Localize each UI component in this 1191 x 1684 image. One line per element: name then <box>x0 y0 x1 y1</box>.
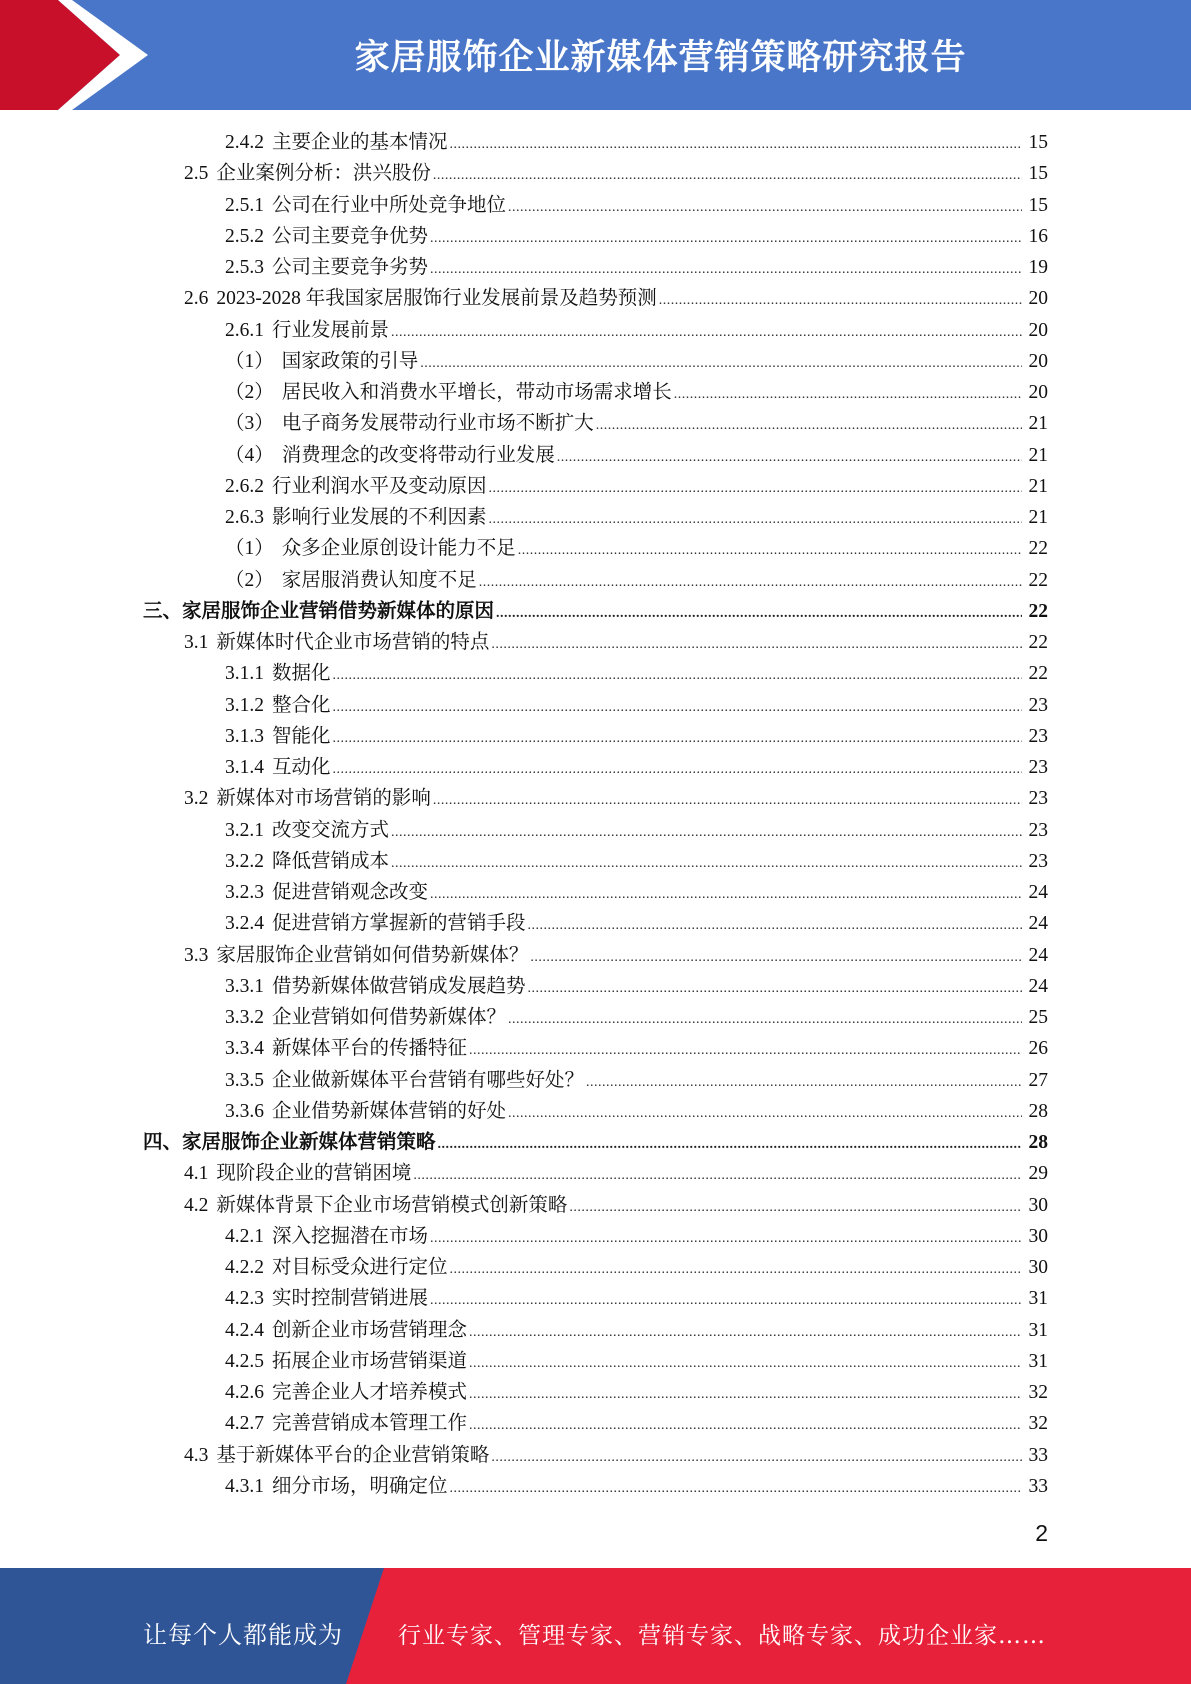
toc-dot-leader <box>569 1192 1022 1223</box>
toc-entry-title: 居民收入和消费水平增长，带动市场需求增长 <box>281 382 672 403</box>
toc-entry[interactable] <box>143 596 1048 627</box>
toc-dot-leader <box>491 629 1022 660</box>
toc-entry[interactable] <box>184 1158 1048 1189</box>
toc-entry[interactable] <box>184 158 1048 189</box>
toc-entry-title: 实时控制营销进展 <box>272 1288 429 1310</box>
toc-entry-page: 22 <box>1028 600 1048 622</box>
toc-dot-leader <box>433 160 1022 191</box>
toc-entry-number: 2.6.3 <box>225 507 264 528</box>
toc-entry-page: 24 <box>1028 944 1048 966</box>
toc-entry-number: （4） <box>225 444 274 466</box>
toc-entry-page: 32 <box>1028 1413 1048 1435</box>
toc-entry[interactable] <box>184 1440 1048 1471</box>
toc-entry-page: 23 <box>1028 850 1048 872</box>
toc-entry-title: 新媒体平台的传播特征 <box>272 1038 468 1060</box>
toc-entry-title: 公司主要竞争优势 <box>272 225 429 247</box>
toc-entry-number: （1） <box>225 350 274 372</box>
toc-entry[interactable] <box>225 690 1048 721</box>
toc-entry-page: 24 <box>1028 975 1048 997</box>
toc-entry-page: 25 <box>1028 1007 1048 1028</box>
toc-entry[interactable] <box>225 1096 1048 1127</box>
toc-entry-number: 3.3.2 <box>225 1007 264 1028</box>
toc-entry-number: 3.3.1 <box>225 975 264 997</box>
toc-entry-number: 4.2.5 <box>225 1350 264 1372</box>
toc-entry[interactable] <box>184 940 1048 971</box>
toc-entry-title: 基于新媒体平台的企业营销策略 <box>216 1444 490 1466</box>
toc-entry-page: 31 <box>1028 1319 1048 1341</box>
toc-entry-page: 24 <box>1028 882 1048 903</box>
toc-dot-leader <box>430 223 1022 254</box>
toc-entry-title: 2023-2028 年我国家居服饰行业发展前景及趋势预测 <box>216 288 657 310</box>
toc-entry[interactable] <box>184 627 1048 658</box>
toc-entry-number: 4.1 <box>184 1163 209 1185</box>
toc-entry[interactable] <box>225 1315 1048 1346</box>
toc-entry-page: 20 <box>1028 350 1048 372</box>
toc-entry-page: 28 <box>1028 1132 1048 1153</box>
toc-entry-number: 4.2 <box>184 1194 209 1216</box>
toc-entry-number: 2.4.2 <box>225 132 264 153</box>
toc-entry[interactable] <box>225 971 1048 1002</box>
toc-entry-title: 家居服饰企业营销借势新媒体的原因 <box>182 600 495 622</box>
page-header <box>0 0 1191 110</box>
toc-entry[interactable] <box>225 346 1048 377</box>
toc-entry[interactable] <box>225 252 1048 283</box>
toc-entry[interactable] <box>225 1408 1048 1439</box>
toc-entry[interactable] <box>225 440 1048 471</box>
toc-entry-number: 3.2.3 <box>225 882 264 903</box>
toc-entry-title: 现阶段企业的营销困境 <box>216 1163 412 1185</box>
toc-dot-leader <box>333 660 1022 691</box>
toc-dot-leader <box>659 285 1022 316</box>
toc-entry-page: 23 <box>1028 694 1048 716</box>
toc-entry[interactable] <box>225 815 1048 846</box>
toc-entry-number: 2.6 <box>184 288 209 310</box>
toc-entry-number: 4.2.1 <box>225 1225 264 1247</box>
toc-entry-title: 新媒体对市场营销的影响 <box>216 788 431 810</box>
toc-entry-page: 27 <box>1028 1069 1048 1091</box>
toc-entry[interactable] <box>225 877 1048 908</box>
toc-dot-leader <box>518 535 1022 566</box>
toc-dot-leader <box>391 317 1022 348</box>
toc-entry[interactable] <box>225 658 1048 689</box>
toc-entry-page: 30 <box>1028 1194 1048 1216</box>
toc-entry-number: 4.3.1 <box>225 1475 264 1497</box>
toc-entry-page: 23 <box>1028 788 1048 810</box>
toc-entry-number: 3.1 <box>184 632 209 653</box>
toc-dot-leader <box>479 567 1022 598</box>
toc-entry-number: 3.1.3 <box>225 725 264 747</box>
toc-entry-number: 2.5 <box>184 163 209 185</box>
footer-expert-list: 行业专家、管理专家、营销专家、战略专家、成功企业家…… <box>398 1623 1046 1649</box>
toc-entry[interactable] <box>225 1065 1048 1096</box>
toc-dot-leader <box>430 254 1022 285</box>
toc-entry-page: 15 <box>1028 194 1048 216</box>
toc-entry-title: 行业发展前景 <box>272 319 390 341</box>
toc-entry-number: 2.6.2 <box>225 475 264 497</box>
toc-entry-title: 公司在行业中所处竞争地位 <box>272 194 507 216</box>
toc-dot-leader <box>430 1285 1022 1316</box>
toc-entry[interactable] <box>225 1346 1048 1377</box>
toc-entry-page: 23 <box>1028 757 1048 778</box>
toc-entry[interactable] <box>225 190 1048 221</box>
toc-entry-page: 15 <box>1028 132 1048 153</box>
toc-entry-page: 30 <box>1028 1225 1048 1247</box>
toc-entry-title: 完善企业人才培养模式 <box>272 1382 468 1403</box>
toc-entry-title: 众多企业原创设计能力不足 <box>281 538 516 560</box>
report-title: 家居服饰企业新媒体营销策略研究报告 <box>354 38 967 78</box>
toc-entry-number: 3.2 <box>184 788 209 810</box>
toc-entry[interactable] <box>225 533 1048 564</box>
toc-entry-number: 3.2.2 <box>225 850 264 872</box>
toc-entry-title: 促进营销观念改变 <box>272 882 429 903</box>
toc-entry-number: 2.5.2 <box>225 225 264 247</box>
toc-entry-title: 深入挖掘潜在市场 <box>272 1225 429 1247</box>
toc-dot-leader <box>333 754 1022 785</box>
toc-entry-page: 16 <box>1028 225 1048 247</box>
toc-entry-title: 新媒体时代企业市场营销的特点 <box>216 632 490 653</box>
toc-dot-leader <box>469 1410 1022 1441</box>
toc-entry[interactable] <box>225 127 1048 158</box>
toc-dot-leader <box>450 1254 1022 1285</box>
toc-entry-number: 3.3.6 <box>225 1100 264 1122</box>
toc-entry[interactable] <box>225 1002 1048 1033</box>
toc-entry-page: 21 <box>1028 413 1048 435</box>
toc-entry-number: 3.3.5 <box>225 1069 264 1091</box>
toc-dot-leader <box>430 879 1022 910</box>
toc-entry-title: 影响行业发展的不利因素 <box>272 507 487 528</box>
toc-entry-number: 3.2.1 <box>225 819 264 841</box>
toc-dot-leader <box>420 348 1022 379</box>
toc-entry-page: 24 <box>1028 913 1048 935</box>
toc-entry[interactable] <box>225 1252 1048 1283</box>
toc-entry[interactable] <box>225 1033 1048 1064</box>
toc-entry-page: 20 <box>1028 319 1048 341</box>
toc-dot-leader <box>469 1348 1022 1379</box>
toc-entry-number: 3.1.1 <box>225 663 264 685</box>
toc-entry-title: 企业营销如何借势新媒体？ <box>272 1007 507 1028</box>
toc-entry[interactable] <box>225 502 1048 533</box>
toc-dot-leader <box>508 1098 1022 1129</box>
toc-dot-leader <box>333 723 1022 754</box>
toc-entry-page: 19 <box>1028 257 1048 278</box>
toc-entry-number: （2） <box>225 569 274 591</box>
toc-dot-leader <box>586 1067 1022 1098</box>
toc-dot-leader <box>433 785 1022 816</box>
toc-entry-page: 15 <box>1028 163 1048 185</box>
toc-entry-title: 促进营销方掌握新的营销手段 <box>272 913 526 935</box>
toc-entry-page: 22 <box>1028 569 1048 591</box>
page-number: 2 <box>1035 1520 1048 1546</box>
toc-entry-number: 3.1.2 <box>225 694 264 716</box>
toc-entry-page: 21 <box>1028 507 1048 528</box>
toc-dot-leader <box>596 410 1022 441</box>
toc-entry-title: 家居服饰企业营销如何借势新媒体？ <box>216 944 529 966</box>
toc-entry-number: （2） <box>225 382 274 403</box>
toc-dot-leader <box>528 973 1022 1004</box>
toc-entry-page: 21 <box>1028 475 1048 497</box>
toc-dot-leader <box>489 473 1022 504</box>
toc-entry-title: 细分市场，明确定位 <box>272 1475 448 1497</box>
toc-entry-page: 29 <box>1028 1163 1048 1185</box>
toc-dot-leader <box>496 598 1022 629</box>
toc-entry[interactable] <box>184 1190 1048 1221</box>
toc-entry[interactable] <box>225 1221 1048 1252</box>
toc-entry[interactable] <box>225 908 1048 939</box>
toc-entry[interactable] <box>225 471 1048 502</box>
toc-entry[interactable] <box>225 1377 1048 1408</box>
toc-dot-leader <box>528 910 1022 941</box>
toc-entry-title: 主要企业的基本情况 <box>272 132 448 153</box>
toc-entry-title: 企业借势新媒体营销的好处 <box>272 1100 507 1122</box>
toc-dot-leader <box>413 1160 1022 1191</box>
toc-dot-leader <box>469 1035 1022 1066</box>
toc-entry-title: 改变交流方式 <box>272 819 390 841</box>
toc-entry-number: 4.2.3 <box>225 1288 264 1310</box>
toc-dot-leader <box>391 848 1022 879</box>
toc-entry-page: 33 <box>1028 1444 1048 1466</box>
toc-entry-page: 20 <box>1028 382 1048 403</box>
toc-entry[interactable] <box>225 1283 1048 1314</box>
toc-dot-leader <box>430 1223 1022 1254</box>
toc-entry-title: 整合化 <box>272 694 331 716</box>
toc-entry-number: 4.3 <box>184 1444 209 1466</box>
toc-entry-page: 21 <box>1028 444 1048 466</box>
toc-entry-title: 完善营销成本管理工作 <box>272 1413 468 1435</box>
toc-entry-number: 3.3 <box>184 944 209 966</box>
toc-entry-page: 32 <box>1028 1382 1048 1403</box>
toc-entry-title: 企业案例分析：洪兴股份 <box>216 163 431 185</box>
toc-entry-number: 3.3.4 <box>225 1038 264 1060</box>
toc-dot-leader <box>508 192 1022 223</box>
toc-dot-leader <box>557 442 1022 473</box>
toc-entry[interactable] <box>225 221 1048 252</box>
toc-entry-number: 四、 <box>143 1132 183 1153</box>
toc-entry-title: 降低营销成本 <box>272 850 390 872</box>
toc-entry-title: 创新企业市场营销理念 <box>272 1319 468 1341</box>
toc-entry-page: 20 <box>1028 288 1048 310</box>
toc-dot-leader <box>491 1442 1022 1473</box>
toc-entry-number: 3.2.4 <box>225 913 264 935</box>
toc-entry-title: 数据化 <box>272 663 331 685</box>
toc-entry-page: 28 <box>1028 1100 1048 1122</box>
toc-dot-leader <box>469 1317 1022 1348</box>
toc-dot-leader <box>530 942 1022 973</box>
page-footer <box>0 1568 1191 1684</box>
toc-entry[interactable] <box>184 783 1048 814</box>
toc-dot-leader <box>333 692 1022 723</box>
toc-dot-leader <box>450 1473 1022 1504</box>
toc-entry-title: 企业做新媒体平台营销有哪些好处？ <box>272 1069 585 1091</box>
toc-entry-page: 33 <box>1028 1475 1048 1497</box>
toc-entry-title: 国家政策的引导 <box>281 350 419 372</box>
footer-slogan: 让每个人都能成为 <box>143 1621 343 1649</box>
toc-entry-title: 家居服消费认知度不足 <box>281 569 477 591</box>
toc-entry-title: 借势新媒体做营销成发展趋势 <box>272 975 526 997</box>
toc-entry-number: 4.2.4 <box>225 1319 264 1341</box>
toc-entry[interactable] <box>225 315 1048 346</box>
toc-dot-leader <box>508 1004 1022 1035</box>
toc-entry-page: 31 <box>1028 1288 1048 1310</box>
toc-entry-number: 2.5.1 <box>225 194 264 216</box>
toc-entry-number: （1） <box>225 538 274 560</box>
toc-entry-page: 22 <box>1028 663 1048 685</box>
toc-entry-title: 智能化 <box>272 725 331 747</box>
toc-entry-page: 23 <box>1028 725 1048 747</box>
toc-entry-title: 新媒体背景下企业市场营销模式创新策略 <box>216 1194 568 1216</box>
toc-entry-number: （3） <box>225 413 274 435</box>
toc-entry-page: 23 <box>1028 819 1048 841</box>
toc-entry[interactable] <box>225 408 1048 439</box>
toc-entry[interactable] <box>225 377 1048 408</box>
toc-entry-title: 拓展企业市场营销渠道 <box>272 1350 468 1372</box>
toc-entry-page: 31 <box>1028 1350 1048 1372</box>
toc-dot-leader <box>469 1379 1022 1410</box>
toc-entry[interactable] <box>225 752 1048 783</box>
toc-entry-number: 4.2.2 <box>225 1257 264 1278</box>
toc-dot-leader <box>489 504 1022 535</box>
toc-entry[interactable] <box>184 283 1048 314</box>
toc-entry[interactable] <box>225 565 1048 596</box>
toc-dot-leader <box>438 1129 1022 1160</box>
toc-entry-number: 三、 <box>143 600 183 622</box>
toc-entry-title: 电子商务发展带动行业市场不断扩大 <box>281 413 594 435</box>
toc-dot-leader <box>674 379 1022 410</box>
toc-entry-number: 2.5.3 <box>225 257 264 278</box>
toc-entry-number: 3.1.4 <box>225 757 264 778</box>
toc-entry[interactable] <box>225 1471 1048 1502</box>
toc-entry-title: 对目标受众进行定位 <box>272 1257 448 1278</box>
toc-entry[interactable] <box>225 721 1048 752</box>
toc-entry-number: 2.6.1 <box>225 319 264 341</box>
toc-entry-title: 互动化 <box>272 757 331 778</box>
toc-entry-page: 30 <box>1028 1257 1048 1278</box>
toc-entry[interactable] <box>143 1127 1048 1158</box>
toc-entry-title: 公司主要竞争劣势 <box>272 257 429 278</box>
toc-entry[interactable] <box>225 846 1048 877</box>
toc-entry-title: 消费理念的改变将带动行业发展 <box>281 444 555 466</box>
toc-entry-number: 4.2.6 <box>225 1382 264 1403</box>
toc-entry-title: 家居服饰企业新媒体营销策略 <box>182 1132 436 1153</box>
toc-entry-page: 22 <box>1028 538 1048 560</box>
toc-entry-title: 行业利润水平及变动原因 <box>272 475 487 497</box>
toc-entry-page: 26 <box>1028 1038 1048 1060</box>
toc-dot-leader <box>450 129 1022 160</box>
toc-entry-page: 22 <box>1028 632 1048 653</box>
toc-entry-number: 4.2.7 <box>225 1413 264 1435</box>
toc-dot-leader <box>391 817 1022 848</box>
